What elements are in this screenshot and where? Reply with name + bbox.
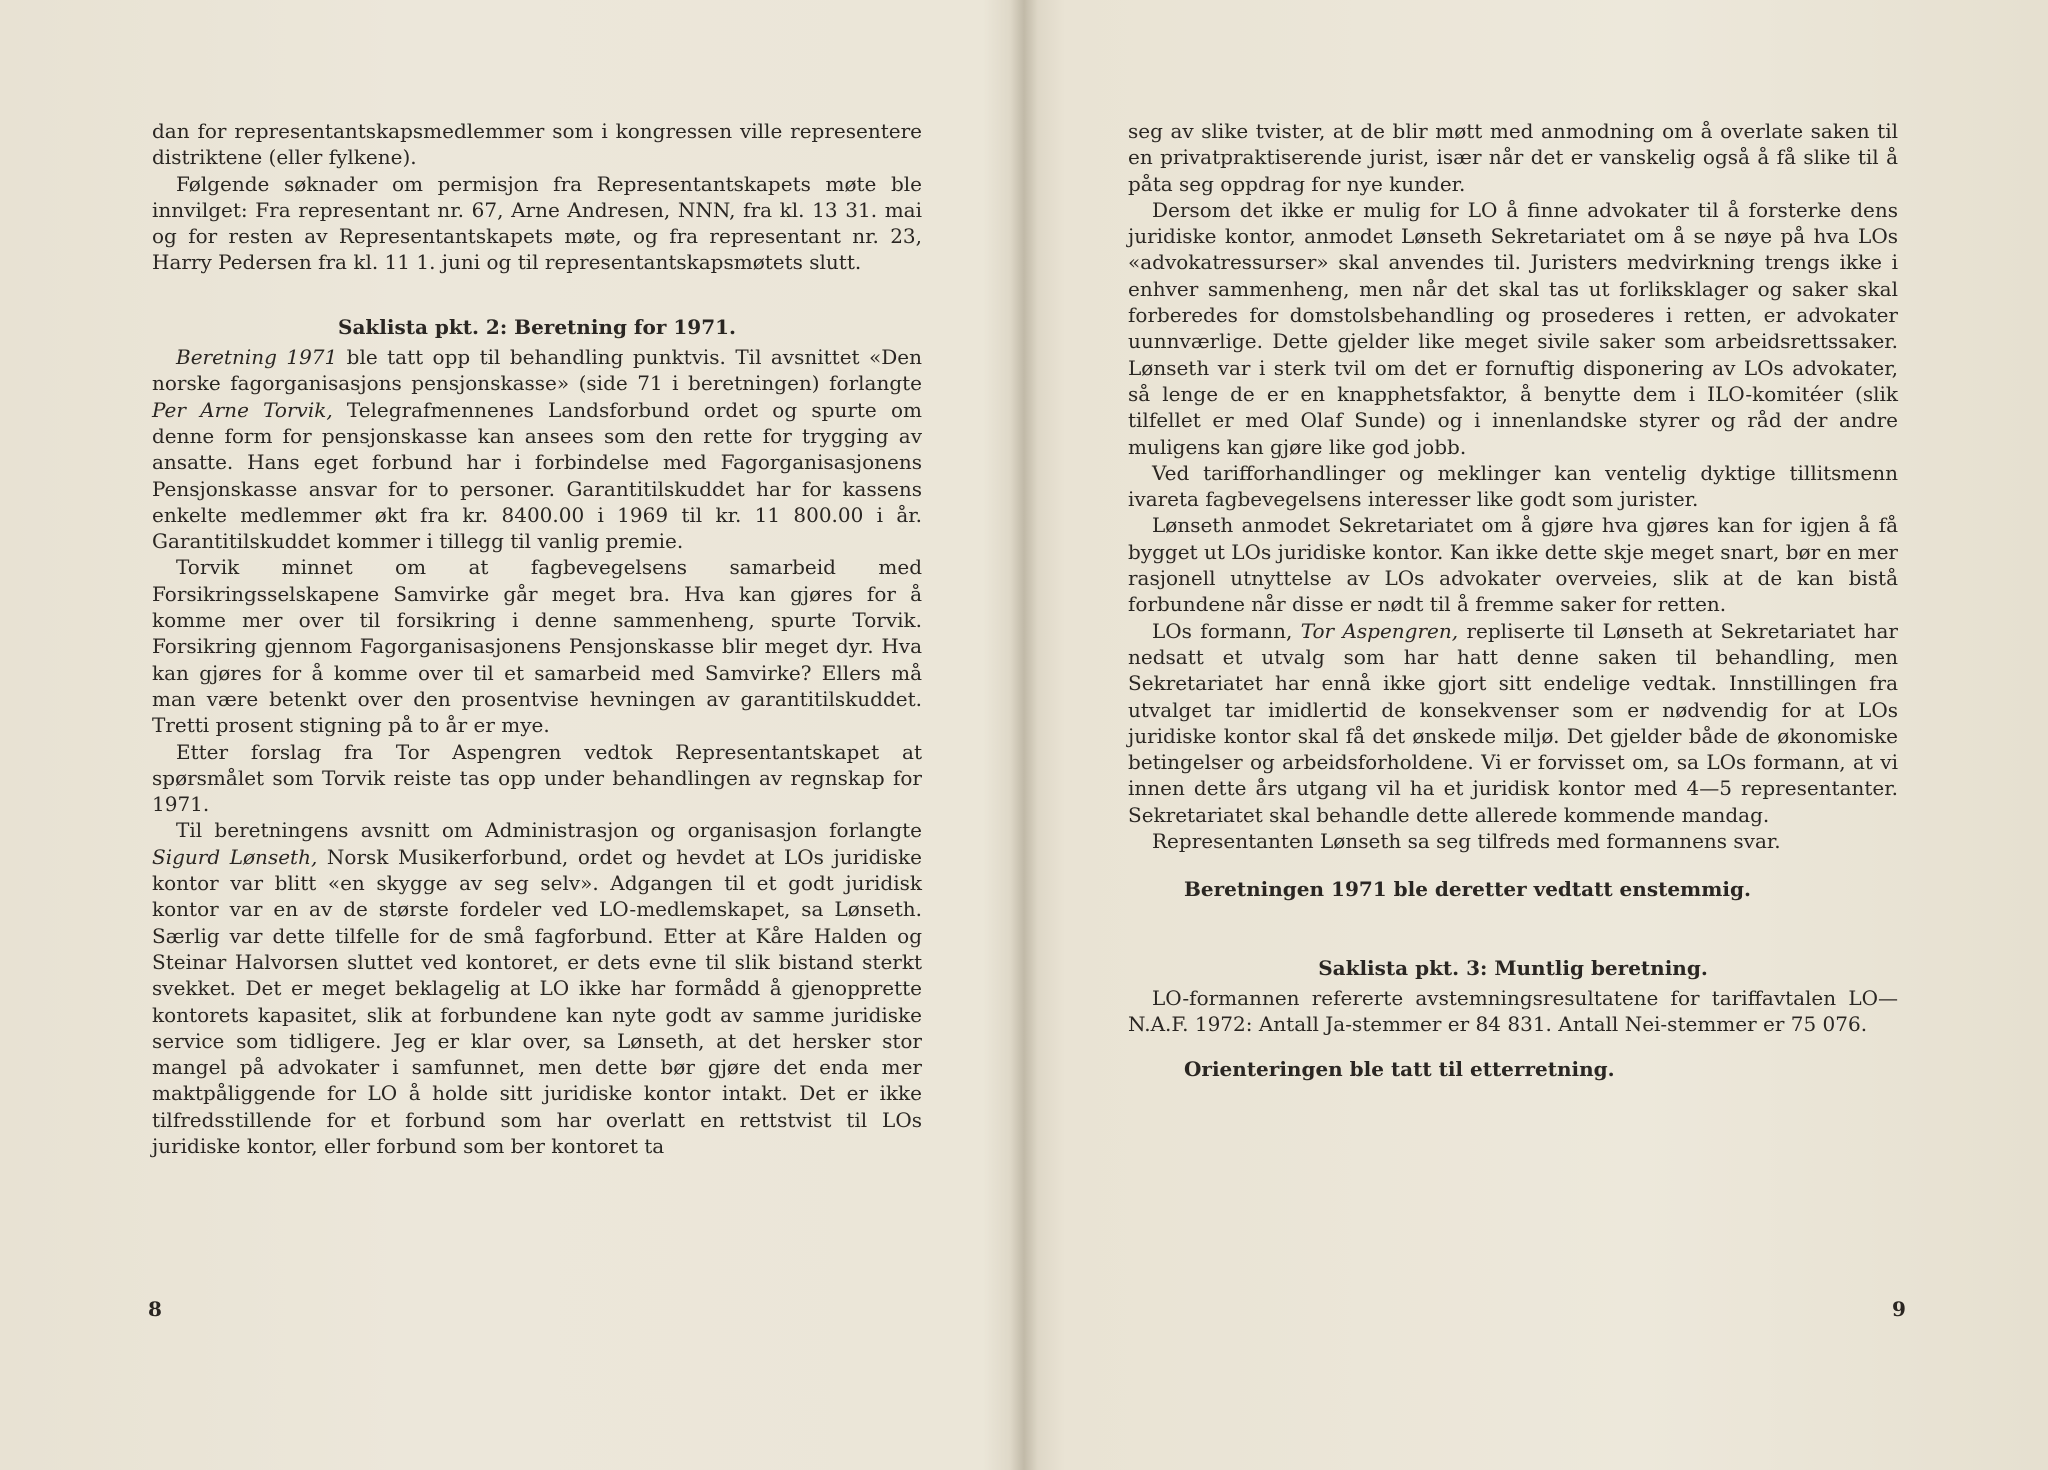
paragraph-muntlig: LO-formannen refererte avstemningsresultatene for tariffavtalen LO—N.A.F. 1972: Antall Ja-stemmer er 84 831. Antall Nei-stemmer er 75 076. bbox=[1128, 985, 1898, 1037]
left-page bbox=[152, 118, 922, 1159]
paragraph-permisjon: Følgende søknader om permisjon fra Representantskapets møte ble innvilget: Fra representant nr. 67, Arne Andresen, NNN, fra kl. 13 31. mai og for resten av Representantskapets møte, og fra representant nr. 23, Harry Pedersen fra kl. 11 1. juni og til representantskapsmøtets slutt. bbox=[152, 171, 922, 275]
paragraph-continuation-right: seg av slike tvister, at de blir møtt med anmodning om å overlate saken til en privatpraktiserende jurist, især når det er vanskelig også å få slike til å påta seg oppdrag for nye kunder. bbox=[1128, 119, 1898, 196]
section-heading-pkt2: Saklista pkt. 2: Beretning for 1971. bbox=[338, 314, 736, 339]
paragraph-dersom: Dersom det ikke er mulig for LO å finne advokater til å forsterke dens juridiske kontor, anmodet Lønseth Sekretariatet om å se nøye på hva LOs «advokatressurser» skal anvendes til. Juristers medvirkning trengs ikke i enhver sammenheng, men når det skal tas ut forliksklager og saker skal forberedes for domstolsbehandling og prosederes i retten, er advokater uunnværlige. Dette gjelder like meget sivile saker som arbeidsrettssaker. Lønseth var i sterk tvil om det er fornuftig disponering av LOs advokater, så lenge de er en knapphetsfaktor, å benytte dem i ILO-komitéer (slik tilfellet er med Olaf Sunde) og i innenlandske styrer og råd der andre muligens kan gjøre like god jobb. bbox=[1128, 197, 1898, 459]
paragraph-tilfreds: Representanten Lønseth sa seg tilfreds med formannens svar. bbox=[1152, 829, 1781, 854]
speaker-name-aspengren: Tor Aspengren, bbox=[1300, 618, 1459, 643]
speaker-name-torvik: Per Arne Torvik, bbox=[152, 397, 333, 422]
speaker-name-lonseth: Sigurd Lønseth, bbox=[152, 844, 318, 869]
paragraph-lonseth: Til beretningens avsnitt om Administrasjon og organisasjon forlangte Sigurd Lønseth, Norsk Musikerforbund, ordet og hevdet at LOs juridiske kontor var blitt «en skygge av seg selv». Adgangen til et godt juridisk kontor var en av de største fordeler ved LO-medlemskapet, sa Lønseth. Særlig var dette tilfelle for de små fagforbund. Etter at Kåre Halden og Steinar Halvorsen sluttet ved kontoret, er dets evne til slik bistand sterkt svekket. Det er meget beklagelig at LO ikke har formådd å gjenopprette kontorets kapasitet, slik at forbundene kan nyte godt av samme juridiske service som tidligere. Jeg er klar over, sa Lønseth, at det hersker stor mangel på advokater i samfunnet, men dette bør gjøre det enda mer maktpåliggende for LO å holde sitt juridiske kontor intakt. Det er ikke tilfredsstillende for et forbund som har overlatt en rettstvist til LOs juridiske kontor, eller forbund som ber kontoret ta bbox=[152, 818, 922, 1158]
right-page bbox=[1128, 118, 1898, 1082]
paragraph-anmodet: Lønseth anmodet Sekretariatet om å gjøre hva gjøres kan for igjen å få bygget ut LOs juridiske kontor. Kan ikke dette skje meget snart, bør en mer rasjonell utnyttelse av LOs advokater overveies, slik at de kan bistå forbundene når disse er nødt til å fremme saker for retten. bbox=[1128, 513, 1898, 617]
resolution-orientering: Orienteringen ble tatt til etterretning. bbox=[1184, 1056, 1615, 1081]
paragraph-formann: LOs formann, Tor Aspengren, repliserte til Lønseth at Sekretariatet har nedsatt et utvalg som har hatt denne saken til behandling, men Sekretariatet har ennå ikke gjort sitt endelige vedtak. Innstillingen fra utvalget tar imidlertid de konsekvenser som er nødvendig for at LOs juridiske kontor skal få det ønskede miljø. Det gjelder både de økonomiske betingelser og arbeidsforholdene. Vi er forvisset om, sa LOs formann, at vi innen dette års utgang vil ha et juridisk kontor med 4—5 representanter. Sekretariatet skal behandle dette allerede kommende mandag. bbox=[1128, 618, 1898, 827]
section-heading-pkt3: Saklista pkt. 3: Muntlig beretning. bbox=[1318, 955, 1708, 980]
paragraph-forslag: Etter forslag fra Tor Aspengren vedtok Representantskapet at spørsmålet som Torvik reiste tas opp under behandlingen av regnskap for 1971. bbox=[152, 739, 922, 817]
paragraph-continuation: dan for representantskapsmedlemmer som i kongressen ville representere distriktene (eller fylkene). bbox=[152, 119, 922, 170]
resolution-beretning: Beretningen 1971 ble deretter vedtatt enstemmig. bbox=[1184, 877, 1751, 902]
beretning-title: Beretning 1971 bbox=[176, 345, 338, 370]
paragraph-beretning: Beretning 1971 ble tatt opp til behandling punktvis. Til avsnittet «Den norske fagorganisasjons pensjonskasse» (side 71 i beretningen) forlangte Per Arne Torvik, Telegrafmennenes Landsforbund ordet og spurte om denne form for pensjonskasse kan ansees som den rette for trygging av ansatte. Hans eget forbund har i forbindelse med Fagorganisasjonens Pensjonskasse ansvar for to personer. Garantitilskuddet har for kassens enkelte medlemmer økt fra kr. 8400.00 i 1969 til kr. 11 800.00 i år. Garantitilskuddet kommer i tillegg til vanlig premie. bbox=[152, 345, 922, 554]
paragraph-tarifforhandlinger: Ved tarifforhandlinger og meklinger kan ventelig dyktige tillitsmenn ivareta fagbevegelsens interesser like godt som jurister. bbox=[1128, 460, 1898, 512]
paragraph-torvik: Torvik minnet om at fagbevegelsens samarbeid med Forsikringsselskapene Samvirke går meget bra. Hva kan gjøres for å komme mer over til forsikring i denne sammenheng, spurte Torvik. Forsikring gjennom Fagorganisasjonens Pensjonskasse blir meget dyr. Hva kan gjøres for å komme over til et samarbeid med Samvirke? Ellers må man være betenkt over den prosentvise hevningen av garantitilskuddet. Tretti prosent stigning på to år er mye. bbox=[152, 555, 922, 738]
page-number-right: 9 bbox=[1892, 1297, 1906, 1321]
book-gutter bbox=[1010, 0, 1038, 1470]
page-number-left: 8 bbox=[148, 1297, 162, 1321]
